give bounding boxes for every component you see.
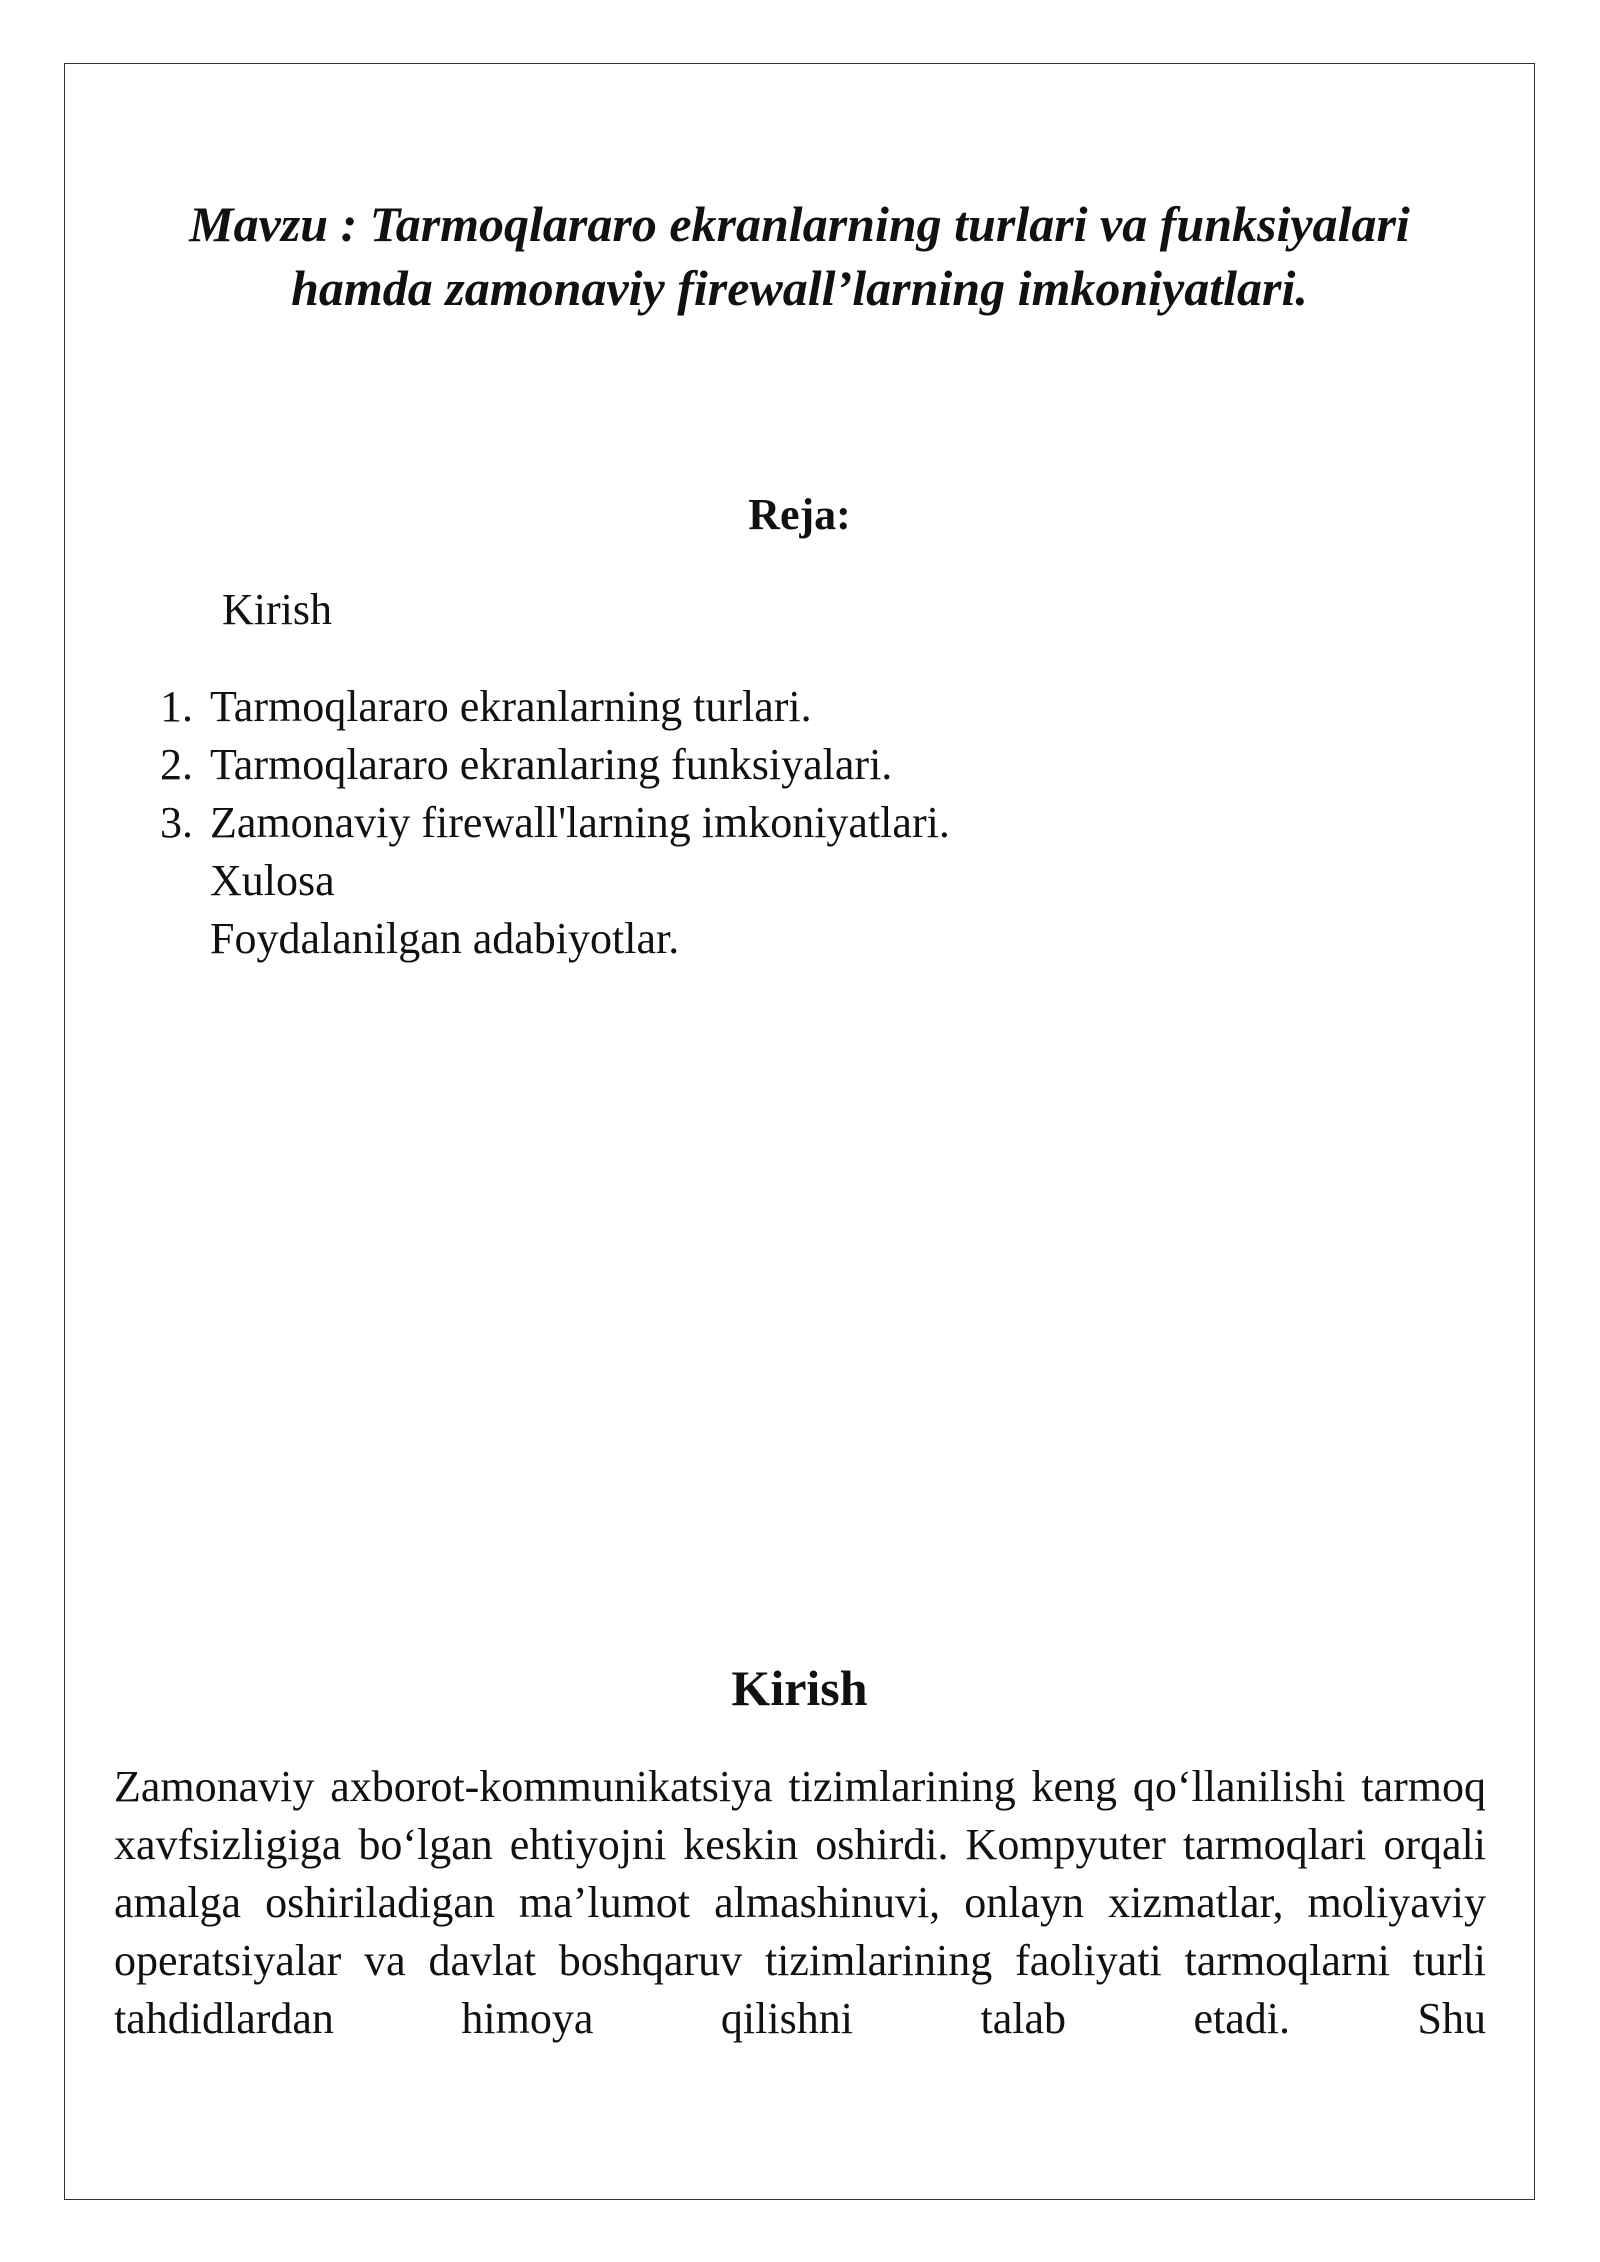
plan-list-item: [160, 736, 950, 794]
plan-list-item: [160, 794, 950, 852]
plan-item-number: [160, 910, 210, 968]
plan-list-item: [160, 910, 950, 968]
plan-item-number: 1.: [160, 682, 193, 731]
plan-item-text: Tarmoqlararo ekranlaring funksiyalari.: [210, 740, 893, 789]
plan-item-text: Foydalanilgan adabiyotlar.: [210, 914, 680, 963]
document-title-line-2: hamda zamonaviy firewall’larning imkoniyatlari.: [291, 260, 1308, 316]
plan-list: [160, 678, 950, 968]
plan-item-text: Zamonaviy firewall'larning imkoniyatlari.: [210, 798, 950, 847]
document-title: [64, 192, 1535, 320]
introduction-paragraph: Zamonaviy axborot-kommunikatsiya tizimlarining keng qo‘llanilishi tarmoq xavfsizligiga bo‘lgan ehtiyojni keskin oshirdi. Kompyuter tarmoqlari orqali amalga oshiriladigan ma’lumot almashinuvi, onlayn xizmatlar, moliyaviy operatsiyalar va davlat boshqaruv tizimlarining faoliyati tarmoqlarni turli tahdidlardan himoya qilishni talab etadi. Shu: [114, 1762, 1486, 2043]
plan-intro-item: Kirish: [222, 585, 332, 634]
plan-heading: Reja:: [748, 490, 851, 539]
plan-list-item: [160, 678, 950, 736]
plan-item-text: Tarmoqlararo ekranlarning turlari.: [210, 682, 812, 731]
document-title-line-1: Mavzu : Tarmoqlararo ekranlarning turlari va funksiyalari: [189, 196, 1410, 252]
plan-item-number: [160, 852, 210, 910]
plan-item-number: 2.: [160, 740, 193, 789]
introduction-heading: Kirish: [731, 1660, 868, 1716]
plan-item-text: Xulosa: [210, 856, 335, 905]
plan-list-item: [160, 852, 950, 910]
plan-item-number: 3.: [160, 798, 193, 847]
